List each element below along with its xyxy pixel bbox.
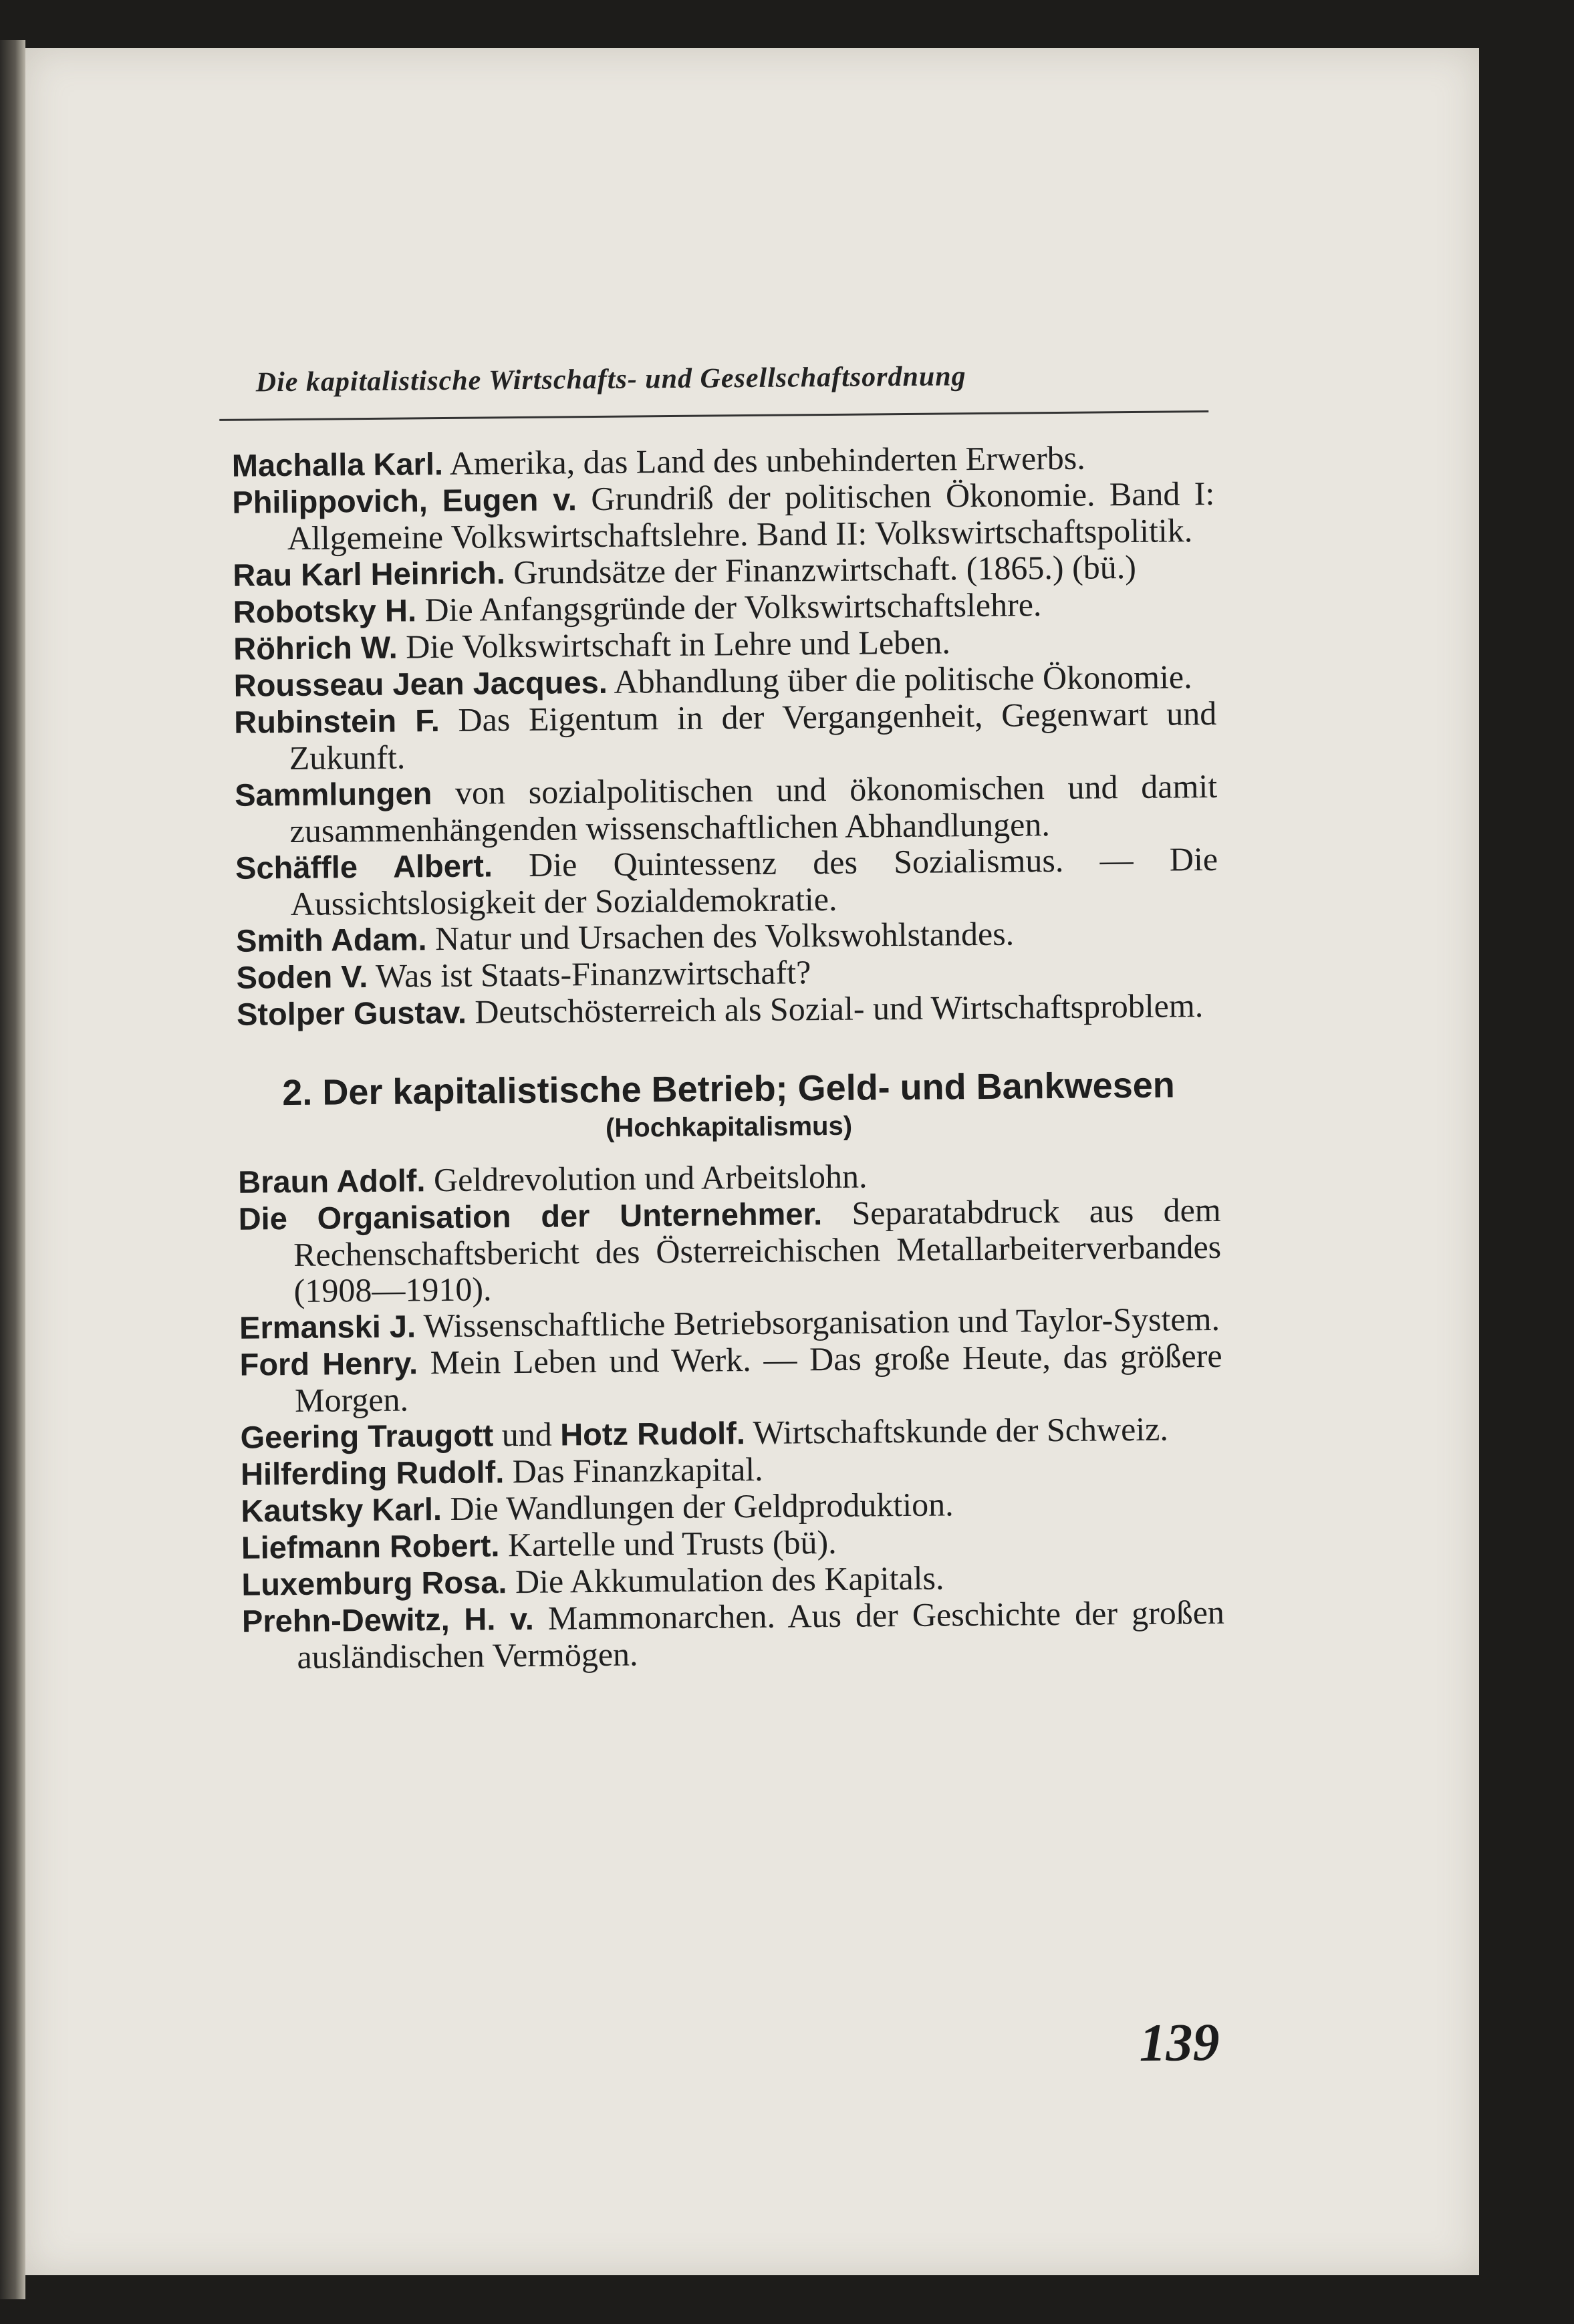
entry-text: Die Anfangsgründe der Volkswirtschaftslehre. [416,586,1042,629]
running-head: Die kapitalistische Wirtschafts- und Gesellschaftsordnung [255,361,966,398]
page-number: 139 [1139,2013,1220,2073]
entry [235,841,1218,922]
entry-text: Geldrevolution und Arbeitslohn. [425,1157,868,1199]
page-content [16,42,1489,2282]
entry-author: Rubinstein F. [233,702,440,740]
entry-text: Natur und Ursachen des Volkswohlstandes. [426,914,1015,958]
entry-author: Sammlungen [234,775,432,813]
entry-text: Die Volkswirtschaft in Lehre und Leben. [397,623,951,666]
section-title: 2. Der kapitalistische Betrieb; Geld- und Bankwesen [282,1065,1175,1114]
entry-author: Kautsky Karl. [241,1491,442,1529]
entry [239,1337,1222,1419]
entry-author: Machalla Karl. [231,445,444,483]
entry-text: Das Finanzkapital. [504,1450,763,1491]
entry-text: Abhandlung über die politische Ökonomie. [607,658,1192,700]
entry [242,1594,1225,1676]
entry-text: Das Eigentum in der Vergangenheit, Gegenwart und Zukunft. [289,694,1217,777]
entry-text: Die Akkumulation des Kapitals. [507,1559,944,1601]
header-rule [219,410,1208,421]
entry-author: Smith Adam. [235,921,427,958]
entry [235,768,1218,850]
entry-text: von sozialpolitischen und ökonomischen und damit zusammenhängenden wissenschaftlichen Abhandlungen. [289,767,1218,850]
entry-author: Schäffle Albert. [235,848,493,886]
entry-text: Kartelle und Trusts (bü). [499,1523,837,1564]
entry-author: Prehn-Dewitz, H. v. [241,1600,534,1639]
entry-text: Die Quintessenz des Sozialismus. — Die Aussichtslosigkeit der Sozialdemokratie. [290,840,1218,923]
entry-text: Die Wandlungen der Geldproduktion. [441,1485,954,1528]
section-subtitle: (Hochkapitalismus) [605,1111,853,1143]
entry-text: Was ist Staats-Finanzwirtschaft? [368,953,811,995]
entry-author: Philippovich, Eugen v. [232,481,577,520]
entry-author: Liefmann Robert. [241,1527,500,1565]
entry-author: Soden V. [236,958,368,995]
entry-author: Braun Adolf. [238,1162,426,1200]
entry-text: Mein Leben und Werk. — Das große Heute, das größere Morgen. [294,1336,1222,1419]
book-page [25,48,1479,2275]
entry [234,695,1217,777]
entry-author: Die Organisation der Unternehmer. [238,1196,823,1237]
section-2 [237,1064,1225,1676]
entry-text: und [493,1415,561,1454]
bibliography [232,438,1225,1676]
entry-text: Separatabdruck aus dem Rechenschaftsbericht des Österreichischen Metallarbeiterverbandes (1908—1910). [293,1190,1222,1309]
entry-text: Deutschösterreich als Sozial- und Wirtschaftsproblem. [466,987,1204,1031]
entry-text: Mammonarchen. Aus der Geschichte der großen ausländischen Vermögen. [297,1593,1225,1676]
entry-text: Amerika, das Land des unbehinderten Erwerbs. [442,438,1085,482]
entry [237,987,1219,1033]
entry-text: Grundsätze der Finanzwirtschaft. (1865.) (bü.) [505,547,1137,592]
entry [232,475,1215,557]
entry-author: Rousseau Jean Jacques. [233,664,608,703]
entry-author: Ermanski J. [239,1308,416,1345]
entry-author: Stolper Gustav. [236,994,467,1032]
entry-author: Röhrich W. [233,629,398,666]
entry-author-2: Hotz Rudolf. [559,1415,746,1452]
entry-text-2: Wirtschaftskunde der Schweiz. [745,1410,1169,1452]
section-1-entries [232,438,1220,1033]
entry-text: Grundriß der politischen Ökonomie. Band I: Allgemeine Volkswirtschaftslehre. Band II: Volkswirtschaftspolitik. [287,474,1215,557]
entry-author: Geering Traugott [240,1417,494,1455]
entry-author: Luxemburg Rosa. [241,1564,507,1602]
entry [238,1192,1221,1309]
entry-author: Rau Karl Heinrich. [233,555,505,593]
entry-author: Robotsky H. [233,592,417,630]
entry-author: Ford Henry. [239,1345,418,1382]
entry-text: Wissenschaftliche Betriebsorganisation und Taylor-System. [415,1299,1220,1345]
entry-author: Hilferding Rudolf. [240,1454,505,1492]
